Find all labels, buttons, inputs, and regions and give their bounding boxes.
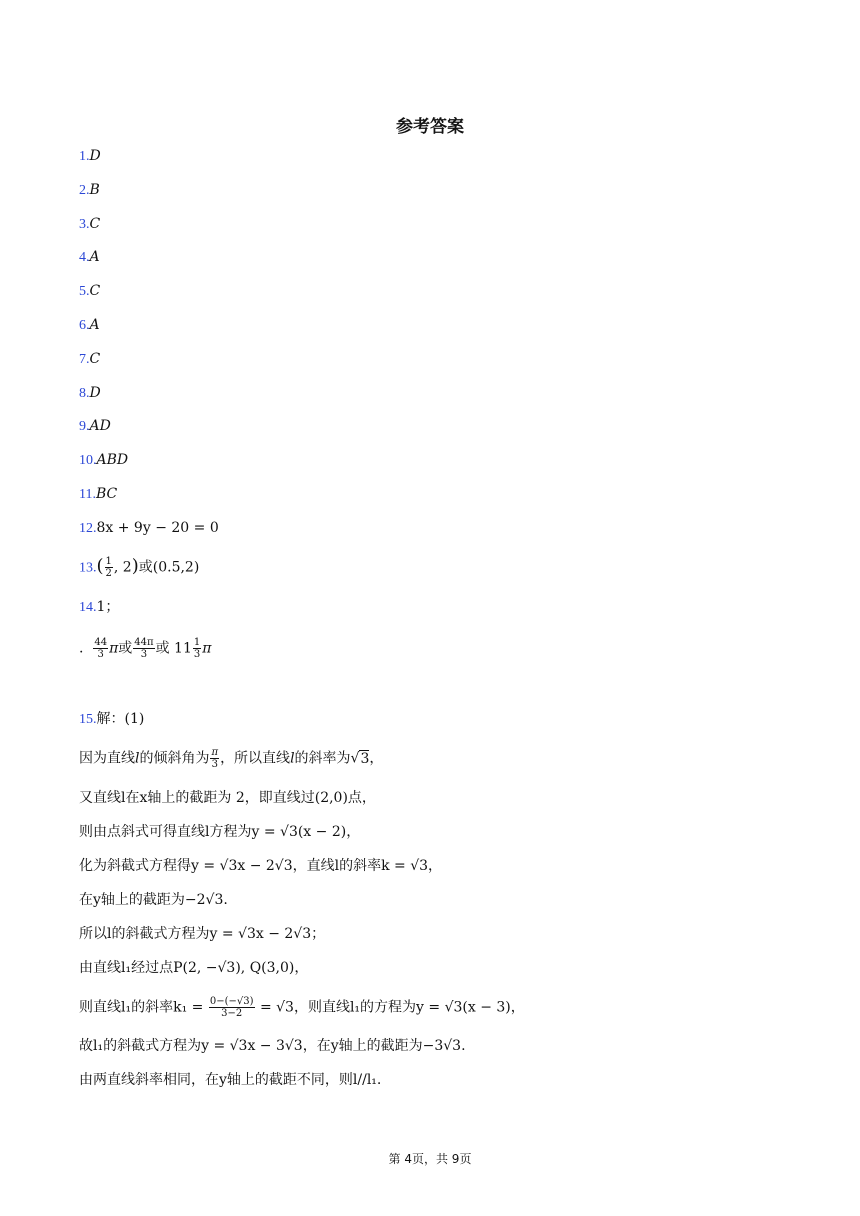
answer-6 xyxy=(79,316,100,335)
solution-line-2: 又直线l在x轴上的截距为 2，即直线过(2,0)点， xyxy=(79,790,376,806)
answer-text: D xyxy=(89,148,101,164)
solution-line-5: 在y轴上的截距为−2√3. xyxy=(79,892,228,908)
answer-11 xyxy=(79,485,117,504)
solution-line-8: 则直线l₁的斜率k₁ = $\frac{0-(-√3)}{3-2}$ = √3，则直线l₁的方程为y = √3(x − 3)， xyxy=(79,996,525,1019)
answer-text: C xyxy=(89,216,101,232)
answer-number: 3. xyxy=(79,217,90,232)
answer-number: 9. xyxy=(79,419,90,434)
answer-number: 8. xyxy=(79,386,90,401)
answer-number: 5. xyxy=(79,284,90,299)
solution-line-7: 由直线l₁经过点P(2, −√3), Q(3,0)， xyxy=(79,960,309,976)
solution-line-9: 故l₁的斜截式方程为y = √3x − 3√3，在y轴上的截距为−3√3. xyxy=(79,1038,466,1054)
answer-text: 1； xyxy=(96,599,120,615)
answer-3 xyxy=(79,215,100,234)
solution-line-3: 则由点斜式可得直线l方程为y = √3(x − 2)， xyxy=(79,824,361,840)
page-title: 参考答案 xyxy=(396,117,464,137)
answer-7 xyxy=(79,350,100,369)
answer-5 xyxy=(79,282,100,301)
answer-text: B xyxy=(89,182,100,198)
answer-number: 13. xyxy=(79,560,97,576)
answer-12 xyxy=(79,519,219,538)
answer-number: 1. xyxy=(79,149,90,164)
answer-13: 13.( $\frac{1}{2}$ , 2)或(0.5,2) xyxy=(79,555,200,579)
answer-text: C xyxy=(89,283,101,299)
answer-2 xyxy=(79,181,100,200)
page-footer: 第 4页，共 9页 xyxy=(388,1152,472,1166)
answer-15-header: 15.解：(1) xyxy=(79,711,145,727)
answer-8 xyxy=(79,384,101,403)
answer-number: 10. xyxy=(79,453,97,468)
answer-text: A xyxy=(89,317,100,333)
answer-number: 4. xyxy=(79,250,90,265)
answer-14-second: . $\frac{44}{3}$ π或 $\frac{44\pi}{3}$ 或 11 $\frac{1}{3}$ π xyxy=(79,637,212,660)
answer-10 xyxy=(79,451,128,470)
answer-text: BC xyxy=(95,486,118,502)
answer-number: 7. xyxy=(79,352,90,367)
answer-text: ABD xyxy=(96,452,129,468)
answer-number: 14. xyxy=(79,600,97,615)
answer-number: 6. xyxy=(79,318,90,333)
answer-number: 12. xyxy=(79,521,97,536)
solution-line-6: 所以l的斜截式方程为y = √3x − 2√3； xyxy=(79,926,326,942)
answer-text: 8x + 9y − 20 = 0 xyxy=(96,520,219,536)
answer-text: AD xyxy=(89,418,111,434)
answer-9 xyxy=(79,417,111,436)
answer-number: 15. xyxy=(79,712,97,727)
answer-text: A xyxy=(89,249,100,265)
answer-number: 11. xyxy=(79,487,96,502)
solution-line-1: 因为直线l的倾斜角为 $\frac{\pi}{3}$ ，所以直线l的斜率为√3， xyxy=(79,747,384,770)
solution-line-10: 由两直线斜率相同，在y轴上的截距不同，则l//l₁. xyxy=(79,1072,382,1088)
answer-text: D xyxy=(89,385,101,401)
answer-1 xyxy=(79,147,101,166)
answer-text: C xyxy=(89,351,101,367)
fraction: $\frac{1}{2}$ xyxy=(105,556,112,579)
answer-number: 2. xyxy=(79,183,90,198)
answer-14 xyxy=(79,598,119,617)
answer-4 xyxy=(79,248,100,267)
solution-line-4: 化为斜截式方程得y = √3x − 2√3，直线l的斜率k = √3， xyxy=(79,858,443,874)
